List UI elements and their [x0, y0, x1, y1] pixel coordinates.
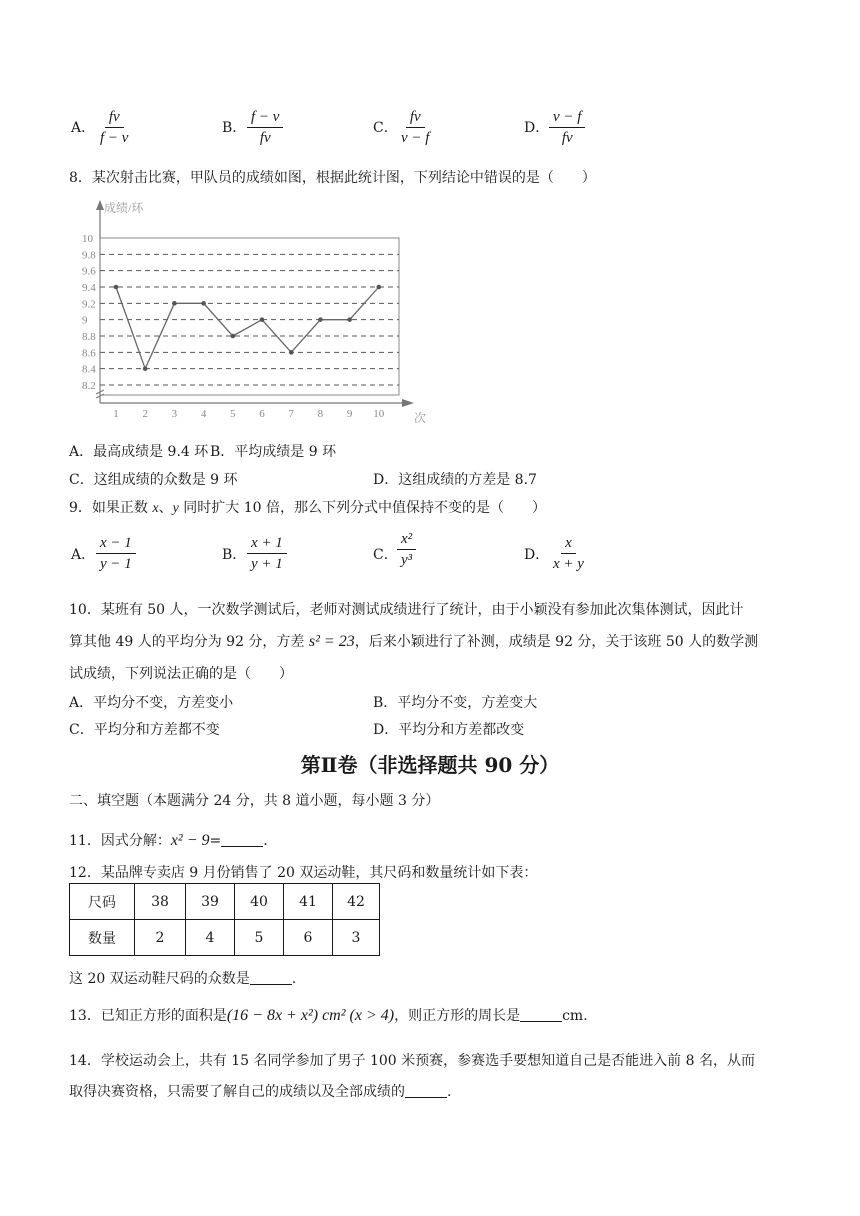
- q10-line2-pre: 算其他 49 人的平均分为 92 分，方差: [69, 634, 309, 650]
- q14-answer-blank[interactable]: [405, 1083, 447, 1098]
- chart-y-tick-label: 8.4: [82, 363, 96, 376]
- q12-question-pre: 这 20 双运动鞋尺码的众数是: [69, 971, 250, 987]
- q12-stem: 12．某品牌专卖店 9 月份销售了 20 双运动鞋，其尺码和数量统计如下表：: [69, 865, 538, 881]
- chart-y-tick-label: 9.2: [82, 298, 96, 311]
- chart-series-line: [116, 287, 379, 369]
- q7-option-a-fraction: [96, 108, 132, 147]
- q7-option-c-fraction: [397, 108, 433, 147]
- q8-option-a: A．最高成绩是 9.4 环: [69, 444, 209, 460]
- q9-option-a-fraction: [96, 534, 136, 573]
- chart-series-polyline: [116, 287, 379, 369]
- q7-option-a-denominator: f − v: [100, 130, 129, 146]
- chart-y-axis-arrow: [96, 200, 104, 210]
- q10-option-c: C．平均分和方差都不变: [69, 722, 220, 738]
- chart-y-tick-labels: [82, 233, 96, 392]
- table-cell: 3: [333, 920, 380, 956]
- chart-y-tick-label: 9.4: [82, 282, 96, 294]
- chart-x-label: 次: [414, 411, 427, 425]
- q7-option-b-numerator: f − v: [247, 108, 283, 128]
- chart-y-tick-label: 9.6: [82, 265, 96, 278]
- q9-option-b-label: B．: [222, 547, 247, 563]
- q10-option-b: B．平均分不变，方差变大: [373, 695, 538, 711]
- q13-answer-blank[interactable]: [520, 1007, 562, 1022]
- chart-data-point: [377, 285, 382, 290]
- chart-x-tick-label: 10: [373, 408, 385, 420]
- q7-option-b-fraction: [247, 108, 283, 147]
- q9-option-d-numerator: x: [561, 534, 576, 554]
- chart-y-tick-label: 9: [82, 314, 88, 327]
- chart-y-tick-label: 8.2: [82, 380, 96, 392]
- q12-size-table: [69, 883, 380, 956]
- q14-line2-pre: 取得决赛资格，只需要了解自己的成绩以及全部成绩的: [69, 1084, 405, 1100]
- q14-line2-end: .: [447, 1084, 452, 1100]
- q9-option-c-numerator: x²: [397, 530, 416, 550]
- q9-option-a-denominator: y − 1: [100, 556, 132, 572]
- chart-x-tick-label: 9: [346, 408, 353, 420]
- q8-option-d: D．这组成绩的方差是 8.7: [373, 472, 537, 488]
- q9-option-a-numerator: x − 1: [96, 534, 136, 554]
- q9-option-c-fraction: [397, 530, 416, 569]
- table-row: [70, 920, 380, 956]
- chart-gridlines: [100, 254, 399, 385]
- section-2-intro: 二、填空题（本题满分 24 分，共 8 道小题，每小题 3 分）: [69, 793, 440, 809]
- table-cell: 40: [235, 884, 284, 920]
- table-cell: 2: [135, 920, 186, 956]
- q9-option-b-denominator: y + 1: [251, 556, 283, 572]
- q8-stem: 8．某次射击比赛，甲队员的成绩如图，根据此统计图，下列结论中错误的是（ ）: [69, 170, 596, 186]
- q13-pre: 13．已知正方形的面积是: [69, 1008, 227, 1024]
- chart-x-tick-label: 1: [113, 408, 119, 420]
- q7-option-b-denominator: fv: [259, 130, 271, 146]
- q13-mid: ，则正方形的周长是: [394, 1008, 521, 1024]
- q11: [69, 830, 268, 850]
- chart-y-tick-label: 8.8: [82, 331, 96, 343]
- chart-x-tick-label: 6: [259, 408, 265, 420]
- q9-option-d-denominator: x + y: [553, 556, 584, 572]
- chart-data-point: [143, 366, 148, 371]
- table-header-cell: 数量: [70, 920, 135, 956]
- chart-data-point: [201, 301, 206, 306]
- chart-x-tick-label: 7: [288, 408, 294, 420]
- q13-area-expression: (16 − 8x + x²) cm² (x > 4): [226, 1007, 395, 1024]
- chart-x-tick-label: 8: [317, 408, 324, 420]
- q11-end: .: [263, 833, 268, 849]
- q7-option-c-denominator: v − f: [401, 130, 430, 146]
- q11-pre: 11．因式分解：: [69, 833, 171, 849]
- q7-option-b-label: B．: [222, 120, 247, 136]
- chart-data-point: [318, 317, 323, 322]
- q7-option-d-numerator: v − f: [549, 108, 585, 128]
- q9-option-c-denominator: y³: [401, 552, 413, 568]
- chart-x-axis-arrow: [402, 399, 414, 407]
- q9-option-c-label: C．: [373, 547, 398, 563]
- q9-sep: 、: [158, 500, 173, 516]
- q14-line1: 14．学校运动会上，共有 15 名同学参加了男子 100 米预赛，参赛选手要想知道自己是否能进入前 8 名，从而: [69, 1053, 755, 1069]
- table-cell: 42: [333, 884, 380, 920]
- table-row: [70, 884, 380, 920]
- q7-option-d-denominator: fv: [561, 130, 573, 146]
- q9-option-b-numerator: x + 1: [247, 534, 287, 554]
- q14-line2: [69, 1081, 451, 1101]
- q9-stem-pre: 9．如果正数: [69, 500, 153, 516]
- q12-question-end: .: [291, 971, 297, 987]
- q7-option-d-label: D．: [524, 120, 550, 136]
- table-cell: 4: [186, 920, 235, 956]
- q8-option-b: B．平均成绩是 9 环: [210, 444, 337, 460]
- q12-question: [69, 968, 296, 988]
- q9-stem-post: 同时扩大 10 倍，那么下列分式中值保持不变的是（ ）: [178, 500, 546, 516]
- q9-option-a-label: A．: [71, 547, 96, 563]
- q7-option-d-fraction: [549, 108, 585, 147]
- chart-data-point: [172, 301, 177, 306]
- q9-option-b-fraction: [247, 534, 287, 573]
- q9-var-x: x: [152, 501, 159, 516]
- chart-data-point: [260, 317, 265, 322]
- chart-y-tick-label: 9.8: [82, 249, 96, 262]
- table-cell: 38: [135, 884, 186, 920]
- chart-y-tick-label: 10: [82, 233, 93, 245]
- table-cell: 5: [235, 920, 284, 956]
- q9-option-d-label: D．: [524, 547, 550, 563]
- chart-data-point: [347, 317, 352, 322]
- q7-option-a-label: A．: [71, 120, 96, 136]
- chart-data-point: [231, 334, 236, 339]
- table-cell: 39: [186, 884, 235, 920]
- chart-y-tick-label: 8.6: [82, 347, 96, 360]
- chart-x-tick-label: 3: [171, 408, 178, 420]
- q7-option-a-numerator: fv: [105, 108, 124, 128]
- q10-line2-post: ，后来小颖进行了补测，成绩是 92 分，关于该班 50 人的数学测: [354, 634, 759, 650]
- chart-x-tick-label: 2: [142, 408, 148, 420]
- chart-x-tick-label: 4: [200, 408, 207, 420]
- section-2-title: 第Ⅱ卷（非选择题共 90 分）: [300, 753, 560, 777]
- chart-data-point: [114, 285, 119, 290]
- q7-option-c-label: C．: [373, 120, 398, 136]
- table-header-cell: 尺码: [70, 884, 135, 920]
- q11-equals: =: [209, 833, 222, 849]
- q10-variance-formula: s² = 23: [308, 633, 355, 650]
- chart-plot-frame: [100, 238, 399, 395]
- chart-data-point: [289, 350, 294, 355]
- q10-line2: [69, 631, 758, 651]
- q8-line-chart: [80, 198, 430, 430]
- q11-expression: x² − 9: [170, 832, 210, 849]
- q11-answer-blank[interactable]: [221, 832, 263, 847]
- q9-option-d-fraction: [549, 534, 588, 573]
- q10-line3: 试成绩，下列说法正确的是（ ）: [69, 666, 293, 682]
- table-cell: 41: [284, 884, 333, 920]
- q9-stem: [69, 497, 546, 517]
- q7-option-c-numerator: fv: [406, 108, 425, 128]
- chart-x-tick-labels: [113, 408, 385, 420]
- q13-end: cm.: [562, 1008, 588, 1024]
- table-cell: 6: [284, 920, 333, 956]
- chart-x-tick-label: 5: [230, 408, 236, 420]
- q13: [69, 1005, 588, 1025]
- q8-option-c: C．这组成绩的众数是 9 环: [69, 472, 238, 488]
- q10-line1: 10．某班有 50 人，一次数学测试后，老师对测试成绩进行了统计，由于小颖没有参加此次集体测试，因此计: [69, 602, 744, 618]
- q10-option-d: D．平均分和方差都改变: [373, 722, 525, 738]
- q9-var-y: y: [172, 501, 179, 516]
- chart-y-label: 成绩/环: [104, 201, 144, 215]
- q12-answer-blank[interactable]: [250, 970, 292, 985]
- q10-option-a: A．平均分不变，方差变小: [69, 695, 234, 711]
